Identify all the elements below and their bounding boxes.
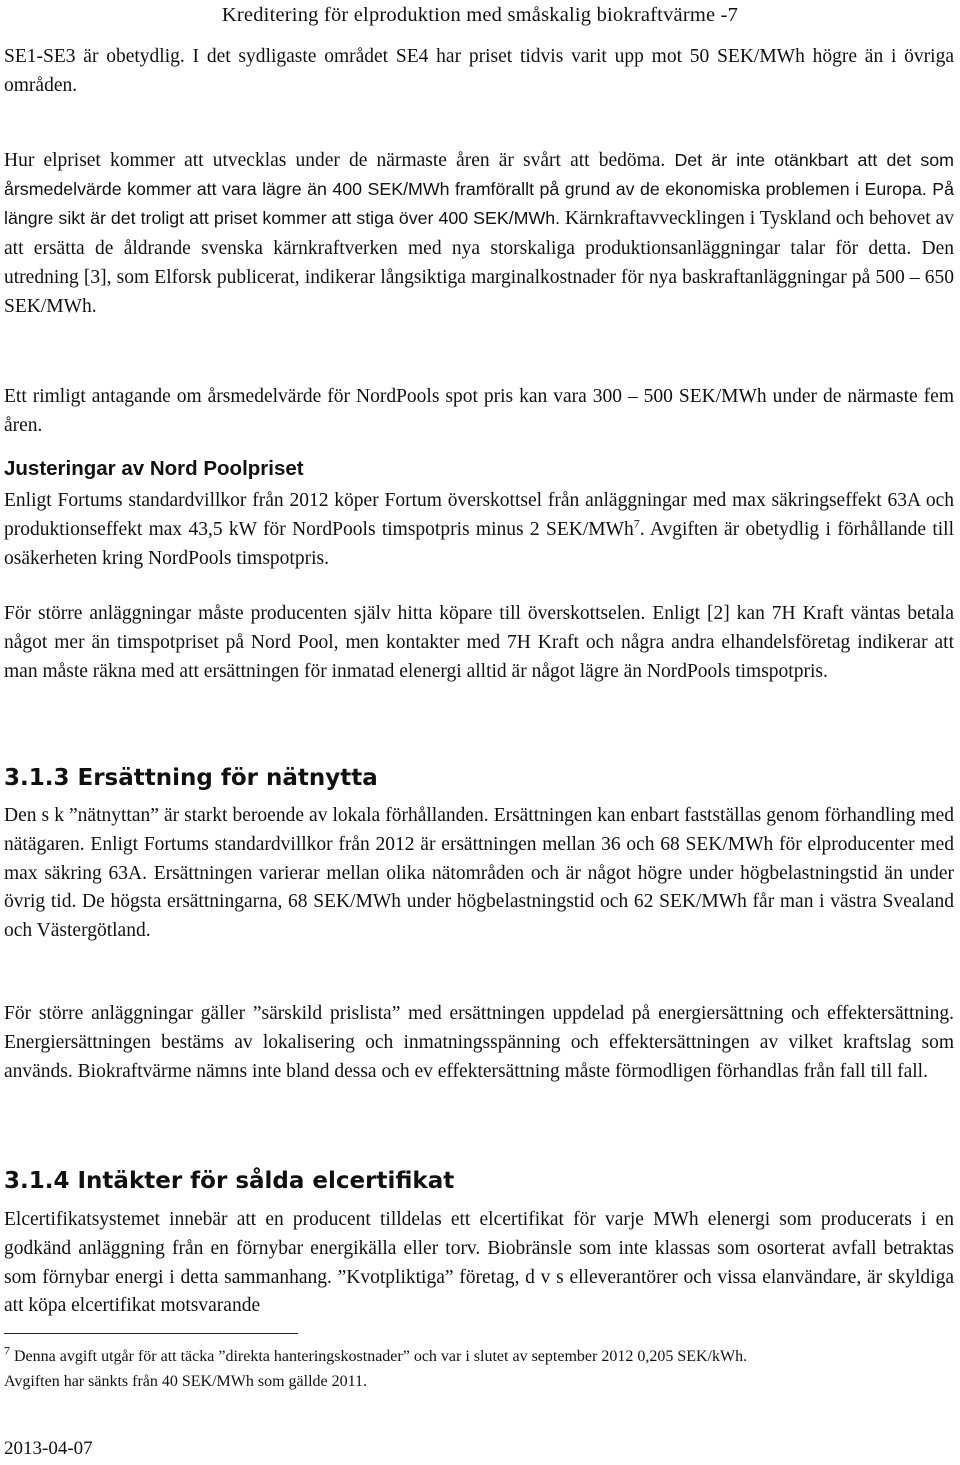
heading-section-3-1-3: 3.1.3 Ersättning för nätnytta [4,765,378,791]
footnote-ref-7: 7 [633,516,640,531]
footnote-7 [4,1344,960,1394]
heading-section-3-1-4: 3.1.4 Intäkter för sålda elcertifikat [4,1168,455,1194]
paragraph-price-outlook [4,146,954,321]
paragraph-price-outlook-intro: Hur elpriset kommer att utvecklas under de närmaste åren är svårt att bedöma. [4,150,675,171]
paragraph-grid-benefit: Den s k ”nätnyttan” är starkt beroende av lokala förhållanden. Ersättningen kan enbart fastställas genom förhandling med nätägaren. Enligt Fortums standardvillkor från 2012 är ersättningen mellan 36 och 68 SEK/MWh för elproducenter med max säkring 63A. Ersättningen varierar mellan olika nätområden och är något högre under högbelastningstid än under övrig tid. De högsta ersättningarna, 68 SEK/MWh under högbelastningstid och 62 SEK/MWh får man i västra Svealand och Västergötland. [4,805,954,942]
paragraph-elcertificates: Elcertifikatsystemet innebär att en producent tilldelas ett elcertifikat för varje MWh elenergi som producerats i en godkänd anläggning från en förnybar energikälla eller torv. Biobränsle som inte klassas som osorterat avfall betraktas som förnybar energi i detta sammanhang. ”Kvotpliktiga” företag, d v s elleverantörer och vissa elanvändare, är skyldiga att köpa elcertifikat motsvarande [4,1209,954,1317]
paragraph-special-pricelist: För större anläggningar gäller ”särskild prislista” med ersättningen uppdelad på energiersättning och effektersättning. Energiersättningen bestäms av lokalisering och inmatningsspänning och effektersättningen av vilket kraftslag som används. Biokraftvärme nämns inte bland dessa och ev effektersättning måste förmodligen förhandlas från fall till fall. [4,1003,954,1082]
running-header: Kreditering för elproduktion med småskalig biokraftvärme -7 [221,4,739,26]
paragraph-fortum-terms [4,486,954,574]
paragraph-price-outlook-rest: Kärnkraftavvecklingen i Tyskland och behovet av att ersätta de åldrande svenska kärnkraftverken med nya storskaliga produktionsanläggningar talar för detta. Den utredning [3], som Elforsk publicerat, indikerar långsiktiga marginalkostnader för nya baskraftanläggningar på 500 – 650 SEK/MWh. [4,208,955,318]
heading-nord-pool-adjustments: Justeringar av Nord Poolpriset [4,457,304,480]
footnote-line-2: Avgiften har sänkts från 40 SEK/MWh som gällde 2011. [4,1373,368,1390]
paragraph-assumption: Ett rimligt antagande om årsmedelvärde för NordPools spot pris kan vara 300 – 500 SEK/MWh under de närmaste fem åren. [4,386,954,437]
footnote-text-1: Denna avgift utgår för att täcka ”direkta hanteringskostnader” och var i slutet av september 2012 0,205 SEK/kWh. [10,1348,748,1365]
paragraph-fortum-terms-text: Enligt Fortums standardvillkor från 2012 köper Fortum överskottsel från anläggningar med max säkringseffekt 63A och produktionseffekt max 43,5 kW för NordPools timspotpris minus 2 SEK/MWh [4,490,954,541]
paragraph-fortum-terms-end: . Avgiften är obetydlig i förhållande till osäkerheten kring NordPools timspotpris. [4,519,954,570]
footnote-line-1 [4,1344,960,1369]
paragraph-price-outlook-sans: Det är inte otänkbart att det som årsmedelvärde kommer att vara lägre än 400 SEK/MWh framförallt på grund av de ekonomiska problemen i Europa. På längre sikt är det troligt att priset kommer att stiga över 400 SEK/MWh. [4,150,954,229]
footer-date: 2013-04-07 [4,1438,93,1459]
paragraph-larger-plants: För större anläggningar måste producenten själv hitta köpare till överskottselen. Enligt [2] kan 7H Kraft väntas betala något mer än timspotpriset på Nord Pool, men kontakter med 7H Kraft och några andra elhandelsföretag indikerar att man måste räkna med att ersättningen för inmatad elenergi alltid är något lägre än NordPools timspotpris. [4,603,954,683]
footnote-divider [4,1333,298,1334]
paragraph-area-prices: SE1-SE3 är obetydlig. I det sydligaste området SE4 har priset tidvis varit upp mot 50 SEK/MWh högre än i övriga områden. [4,46,954,97]
footnote-number: 7 [4,1343,10,1358]
